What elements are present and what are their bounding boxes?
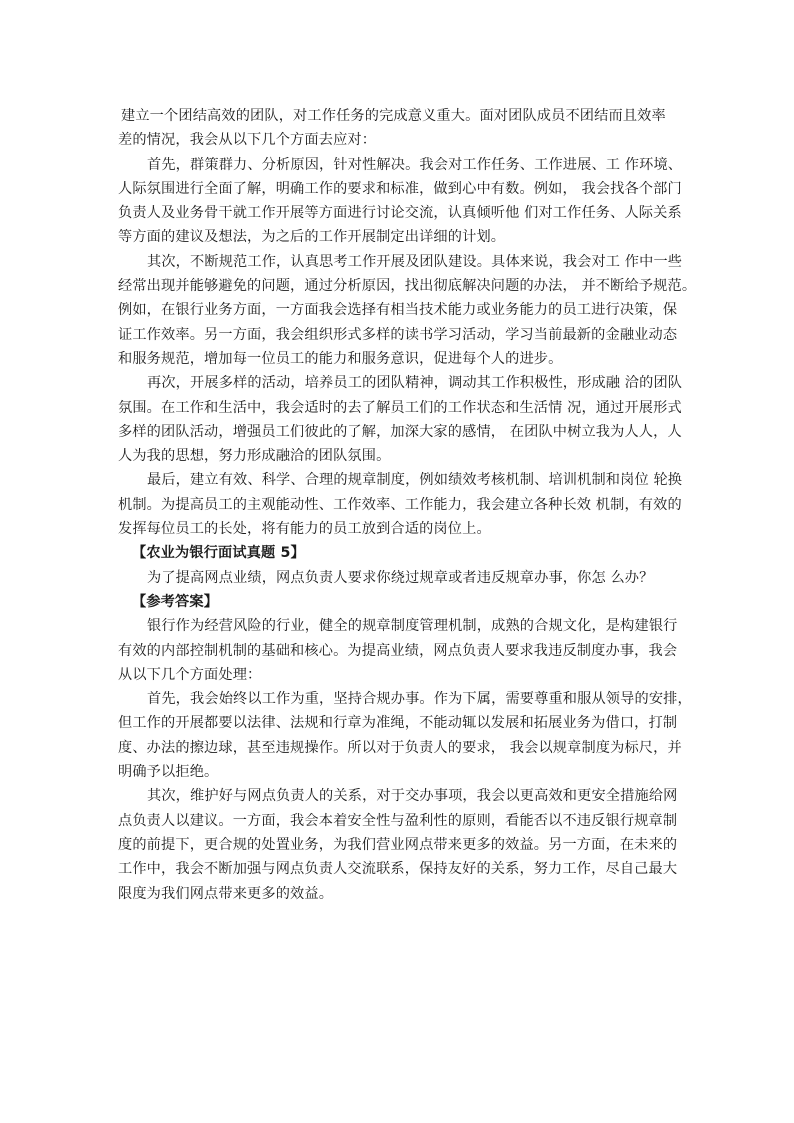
text-line: 有效的内部控制机制的基础和核心。为提高业绩，网点负责人要求我违反制度办事，我会 bbox=[118, 642, 678, 659]
text-line: 点负责人以建议。一方面，我会本着安全性与盈利性的原则，看能否以不违反银行规章制 bbox=[118, 812, 678, 829]
text-line: 其次，不断规范工作，认真思考工作开展及团队建设。具体来说，我会对工 作中一些 bbox=[147, 253, 683, 270]
text-line: 从以下几个方面处理： bbox=[118, 666, 262, 683]
text-line: 负责人及业务骨干就工作开展等方面进行讨论交流，认真倾听他 们对工作任务、人际关系 bbox=[118, 205, 682, 222]
text-line: 发挥每位员工的长处，将有能力的员工放到合适的岗位上。 bbox=[118, 521, 491, 538]
text-line: 人为我的思想，努力形成融洽的团队氛围。 bbox=[118, 448, 391, 465]
text-line: 度的前提下，更合规的处置业务，为我们营业网点带来更多的效益。另一方面，在未来的 bbox=[118, 836, 678, 853]
text-line: 限度为我们网点带来更多的效益。 bbox=[118, 885, 334, 902]
text-line: 最后，建立有效、科学、合理的规章制度，例如绩效考核机制、培训机制和岗位 轮换 bbox=[147, 472, 683, 489]
section-heading-question: 【农业为银行面试真题 5】 bbox=[132, 545, 305, 562]
text-line: 多样的团队活动，增强员工们彼此的了解，加深大家的感情， 在团队中树立我为人人，人 bbox=[118, 423, 682, 440]
text-line: 首先，群策群力、分析原因，针对性解决。我会对工作任务、工作进展、工 作环境、 bbox=[147, 156, 683, 173]
text-line: 例如，在银行业务方面，一方面我会选择有相当技术能力或业务能力的员工进行决策，保 bbox=[118, 302, 678, 319]
text-line: 差的情况，我会从以下几个方面去应对： bbox=[118, 132, 377, 149]
text-line: 度、办法的擦边球，甚至违规操作。所以对于负责人的要求， 我会以规章制度为标尺，并 bbox=[118, 739, 682, 756]
document-body bbox=[118, 104, 697, 906]
text-line: 明确予以拒绝。 bbox=[118, 764, 219, 781]
text-line: 其次，维护好与网点负责人的关系，对于交办事项，我会以更高效和更安全措施给网 bbox=[147, 788, 678, 805]
text-line: 首先，我会始终以工作为重，坚持合规办事。作为下属，需要尊重和服从领导的安排， bbox=[147, 691, 692, 708]
text-line: 经常出现并能够避免的问题，通过分析原因，找出彻底解决问题的办法， 并不断给予规范。 bbox=[118, 278, 697, 295]
text-line: 和服务规范，增加每一位员工的能力和服务意识，促进每个人的进步。 bbox=[118, 350, 563, 367]
text-line: 氛围。在工作和生活中，我会适时的去了解员工们的工作状态和生活情 况，通过开展形式 bbox=[118, 399, 682, 416]
text-line: 建立一个团结高效的团队，对工作任务的完成意义重大。面对团队成员不团结而且效率 bbox=[121, 108, 666, 124]
section-heading-answer: 【参考答案】 bbox=[132, 593, 219, 610]
question-line: 为了提高网点业绩，网点负责人要求你绕过规章或者违反规章办事，你怎 么办？ bbox=[147, 569, 654, 586]
text-line: 人际氛围进行全面了解，明确工作的要求和标准，做到心中有数。例如， 我会找各个部门 bbox=[118, 180, 682, 197]
text-line: 等方面的建议及想法，为之后的工作开展制定出详细的计划。 bbox=[118, 229, 506, 246]
text-line: 工作中，我会不断加强与网点负责人交流联系，保持友好的关系，努力工作，尽自己最大 bbox=[118, 861, 678, 878]
text-line: 机制。为提高员工的主观能动性、工作效率、工作能力，我会建立各种长效 机制，有效的 bbox=[118, 496, 682, 513]
text-line: 再次，开展多样的活动，培养员工的团队精神，调动其工作积极性，形成融 洽的团队 bbox=[147, 375, 683, 392]
text-line: 证工作效率。另一方面，我会组织形式多样的读书学习活动，学习当前最新的金融业动态 bbox=[118, 326, 678, 343]
text-line: 银行作为经营风险的行业，健全的规章制度管理机制，成熟的合规文化，是构建银行 bbox=[147, 618, 678, 635]
text-line: 但工作的开展都要以法律、法规和行章为准绳，不能动辄以发展和拓展业务为借口，打制 bbox=[118, 715, 678, 732]
